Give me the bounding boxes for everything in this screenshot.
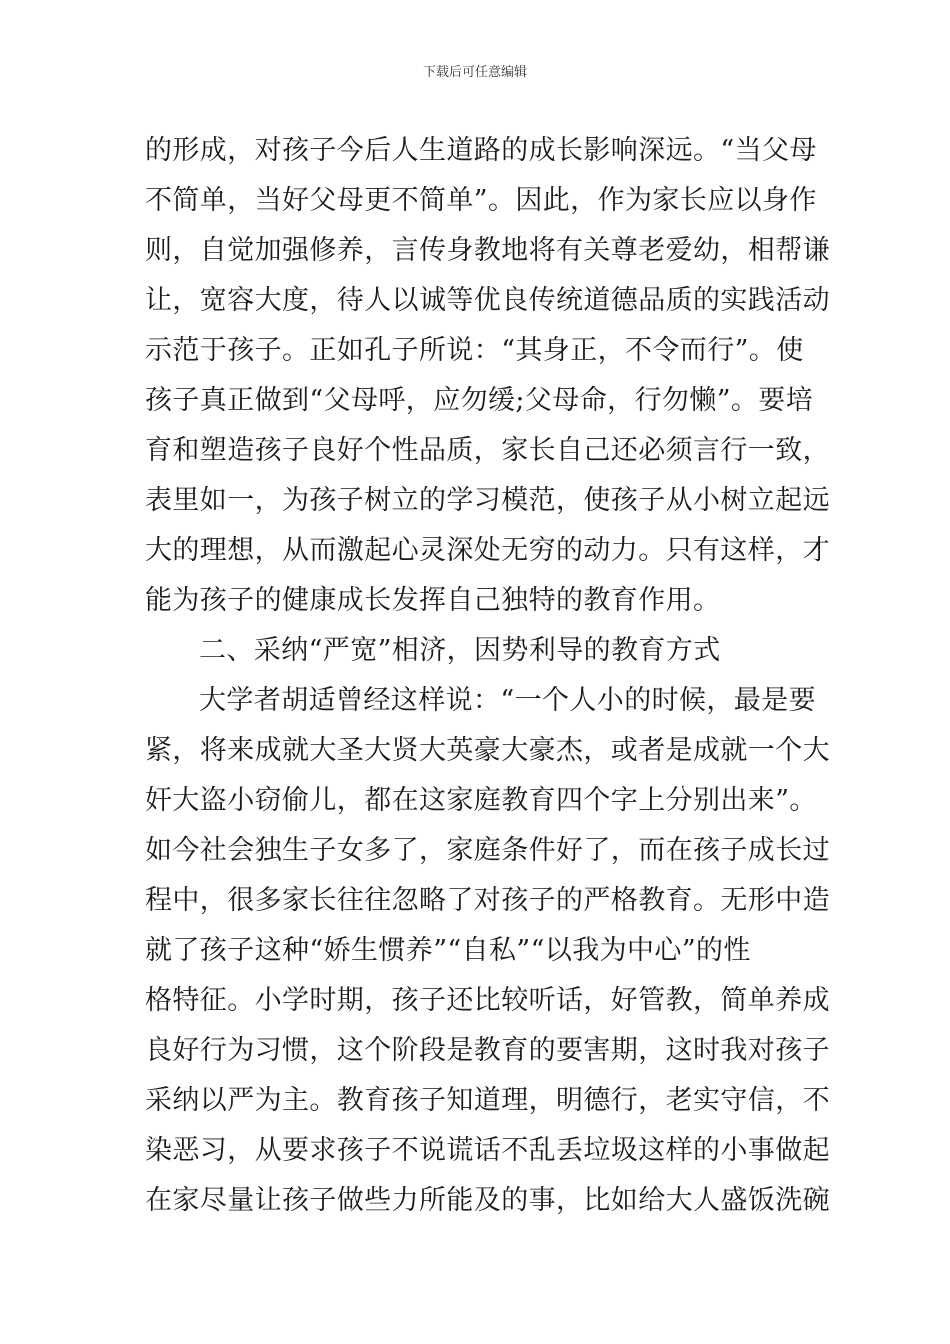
text-line: 奸大盗小窃偷儿，都在这家庭教育四个字上分别出来”。: [145, 785, 817, 816]
page-header: 下载后可任意编辑: [422, 65, 527, 80]
text-line: 的形成，对孩子今后人生道路的成长影响深远。“当父母: [145, 135, 817, 166]
text-line: 如今社会独生子女多了，家庭条件好了，而在孩子成长过: [145, 835, 830, 866]
text-line: 采纳以严为主。教育孩子知道理，明德行，老实守信，不: [145, 1085, 830, 1116]
paragraph-first-line: 大学者胡适曾经这样说：“一个人小的时候，最是要: [199, 685, 817, 716]
text-line: 示范于孩子。正如孔子所说：“其身正，不令而行”。使: [145, 335, 804, 366]
text-line: 让，宽容大度，待人以诚等优良传统道德品质的实践活动: [145, 285, 830, 316]
text-line: 则，自觉加强修养，言传身教地将有关尊老爱幼，相帮谦: [145, 235, 830, 266]
text-line: 能为孩子的健康成长发挥自己独特的教育作用。: [145, 585, 721, 616]
text-line: 孩子真正做到“父母呼，应勿缓;父母命，行勿懒”。要培: [145, 385, 814, 416]
text-line: 就了孩子这种“娇生惯养”“自私”“以我为中心”的性: [145, 935, 751, 966]
text-line: 大的理想，从而激起心灵深处无穷的动力。只有这样，才: [145, 535, 830, 566]
text-line: 不简单，当好父母更不简单”。因此，作为家长应以身作: [145, 185, 817, 216]
text-line: 染恶习，从要求孩子不说谎话不乱丢垃圾这样的小事做起: [145, 1135, 830, 1166]
text-line: 育和塑造孩子良好个性品质，家长自己还必须言行一致，: [145, 435, 830, 466]
section-heading: 二、采纳“严宽”相济，因势利导的教育方式: [199, 635, 721, 666]
text-line: 良好行为习惯，这个阶段是教育的要害期，这时我对孩子: [145, 1035, 830, 1066]
text-line: 表里如一，为孩子树立的学习模范，使孩子从小树立起远: [145, 485, 830, 516]
text-line: 紧，将来成就大圣大贤大英豪大豪杰，或者是成就一个大: [145, 735, 830, 766]
text-line: 程中，很多家长往往忽略了对孩子的严格教育。无形中造: [145, 885, 830, 916]
text-line: 格特征。小学时期，孩子还比较听话，好管教，简单养成: [145, 985, 830, 1016]
document-body: [145, 126, 830, 1226]
text-line: 在家尽量让孩子做些力所能及的事，比如给大人盛饭洗碗: [145, 1185, 830, 1216]
